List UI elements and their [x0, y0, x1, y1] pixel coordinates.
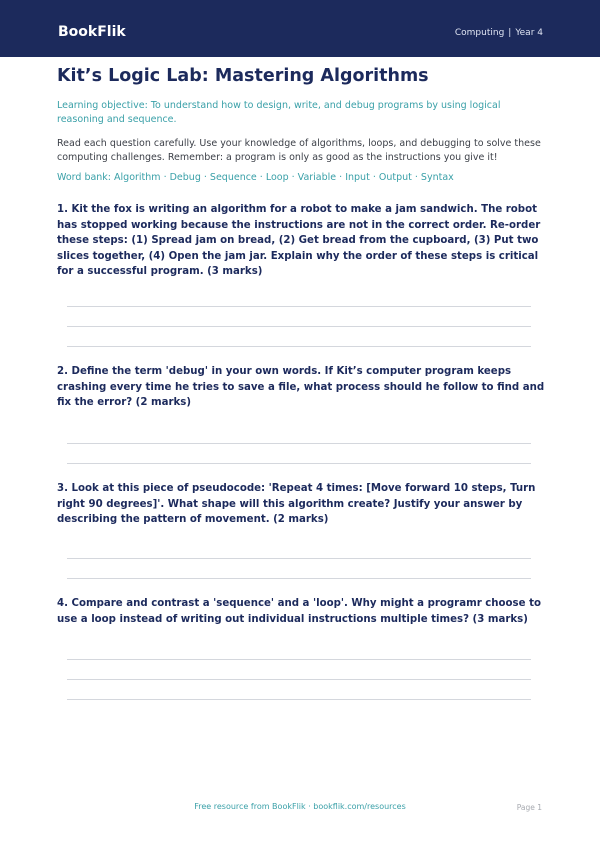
answer-line	[67, 346, 531, 347]
question-2: 2. Define the term 'debug' in your own words. If Kit’s computer program keeps crashing every time he tries to save a file, what process should he follow to find and fix the error? (2 marks)	[57, 366, 545, 408]
header-bar	[0, 0, 600, 57]
answer-line	[67, 679, 531, 680]
instructions-text: Read each question carefully. Use your knowledge of algorithms, loops, and debugging to solve these computing challenges. Remember: a program is only as good as the instructions you give it!	[57, 138, 541, 163]
year-label: Year 4	[515, 28, 543, 38]
answer-line	[67, 463, 531, 464]
learning-objective: Learning objective: To understand how to design, write, and debug programs by using logical reasoning and sequence.	[57, 100, 501, 125]
word-bank: Word bank: Algorithm · Debug · Sequence · Loop · Variable · Input · Output · Syntax	[57, 172, 454, 183]
answer-line	[67, 306, 531, 307]
footer-credit: Free resource from BookFlik · bookflik.com/resources	[194, 802, 406, 811]
question-4: 4. Compare and contrast a 'sequence' and a 'loop'. Why might a programr choose to use a loop instead of writing out individual instructions multiple times? (3 marks)	[57, 598, 541, 625]
answer-line	[67, 558, 531, 559]
subject-year-label	[455, 27, 543, 39]
answer-line	[67, 326, 531, 327]
subject-label: Computing	[454, 28, 505, 38]
brand-logo: BookFlik	[58, 24, 126, 40]
meta-separator: |	[508, 28, 512, 38]
question-3: 3. Look at this piece of pseudocode: 'Repeat 4 times: [Move forward 10 steps, Turn right 90 degrees]'. What shape will this algorithm create? Justify your answer by describing the pattern of movement. (2 marks)	[57, 483, 536, 525]
answer-line	[67, 659, 531, 660]
answer-line	[67, 578, 531, 579]
answer-line	[67, 699, 531, 700]
worksheet-title: Kit’s Logic Lab: Mastering Algorithms	[57, 66, 429, 86]
answer-line	[67, 443, 531, 444]
question-1: 1. Kit the fox is writing an algorithm for a robot to make a jam sandwich. The robot has stopped working because the instructions are not in the correct order. Re-order these steps: (1) Spread jam on bread, (2) Get bread from the cupboard, (3) Put two slices together, (4) Open the jam jar. Explain why the order of these steps is critical for a successful program. (3 marks)	[57, 204, 541, 277]
page-number: Page 1	[516, 803, 542, 812]
